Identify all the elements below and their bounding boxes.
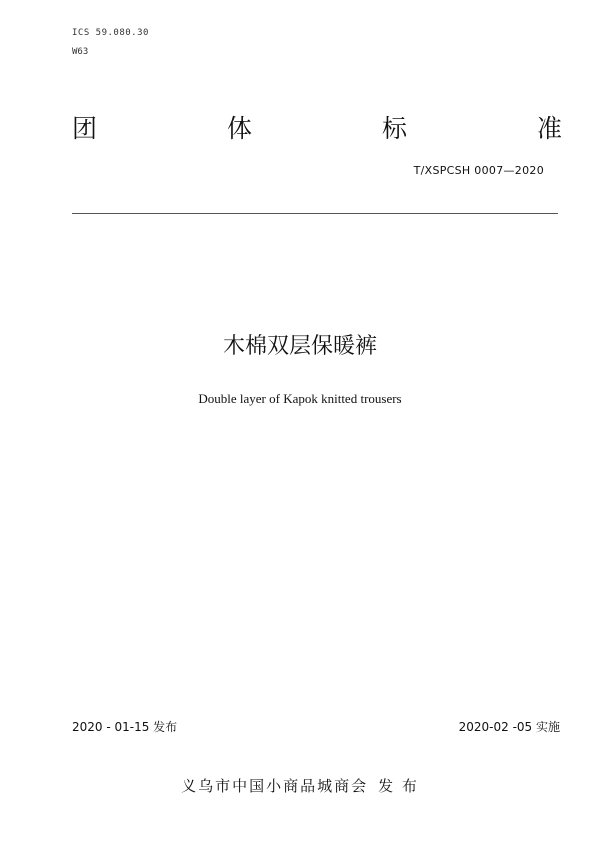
standard-type-char: 团 — [72, 114, 98, 143]
standard-type-heading — [72, 114, 562, 144]
document-title-english: Double layer of Kapok knitted trousers — [198, 391, 402, 406]
issuer-line — [0, 775, 600, 796]
ccs-code: W63 — [72, 47, 89, 57]
issuer-action: 发 布 — [378, 777, 419, 795]
standard-type-char: 标 — [381, 114, 407, 143]
publish-date: 2020 - 01-15 发布 — [72, 720, 178, 734]
issuer-name: 义乌市中国小商品城商会 — [181, 777, 369, 795]
header-divider — [72, 213, 558, 214]
implement-date: 2020-02 -05 实施 — [458, 720, 560, 734]
standard-type-char: 准 — [536, 114, 562, 143]
document-title-chinese: 木棉双层保暖裤 — [222, 334, 377, 359]
ics-code: ICS 59.080.30 — [72, 28, 149, 38]
standard-code: T/XSPCSH 0007—2020 — [413, 164, 544, 177]
standard-type-char: 体 — [226, 114, 252, 143]
